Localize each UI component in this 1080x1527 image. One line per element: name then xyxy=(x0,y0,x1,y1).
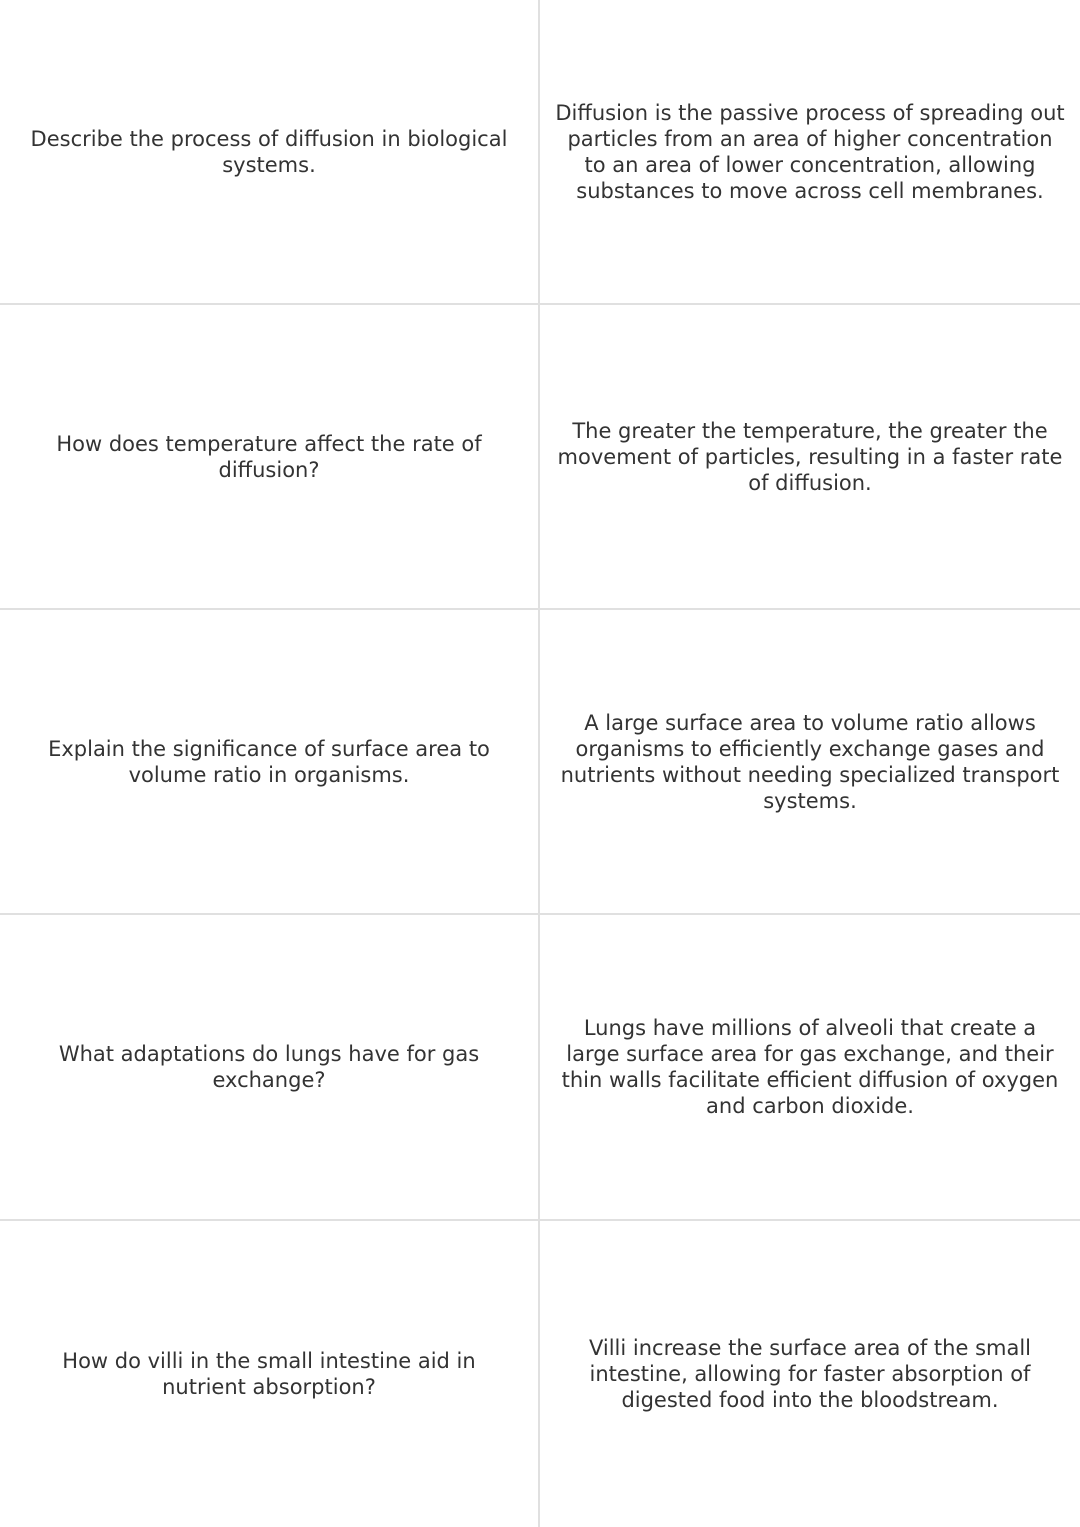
answer-text: Lungs have millions of alveoli that create a large surface area for gas exchange, and their thin walls facilitate efficient diffusion of oxygen and carbon dioxide. xyxy=(561,1016,1059,1118)
answer-cell xyxy=(540,610,1080,915)
answer-cell xyxy=(540,0,1080,305)
answer-text: Villi increase the surface area of the small intestine, allowing for faster absorption of digested food into the bloodstream. xyxy=(588,1336,1032,1412)
question-cell xyxy=(0,305,540,610)
question-text: How does temperature affect the rate of diffusion? xyxy=(56,431,482,482)
question-text: Explain the significance of surface area to volume ratio in organisms. xyxy=(48,736,490,787)
answer-text: A large surface area to volume ratio allows organisms to efficiently exchange gases and nutrients without needing specialized transport systems. xyxy=(560,710,1060,813)
answer-cell xyxy=(540,305,1080,610)
answer-text: The greater the temperature, the greater the movement of particles, resulting in a faster rate of diffusion. xyxy=(557,418,1063,495)
question-cell xyxy=(0,915,540,1221)
question-text: Describe the process of diffusion in biological systems. xyxy=(30,126,508,177)
answer-text: Diffusion is the passive process of spreading out particles from an area of higher concentration to an area of lower concentration, allowing substances to move across cell membranes. xyxy=(555,100,1065,203)
question-text: How do villi in the small intestine aid in nutrient absorption? xyxy=(62,1349,476,1399)
question-cell xyxy=(0,610,540,915)
question-text: What adaptations do lungs have for gas exchange? xyxy=(58,1042,480,1092)
question-cell xyxy=(0,1221,540,1527)
answer-cell xyxy=(540,1221,1080,1527)
answer-cell xyxy=(540,915,1080,1221)
question-cell xyxy=(0,0,540,305)
